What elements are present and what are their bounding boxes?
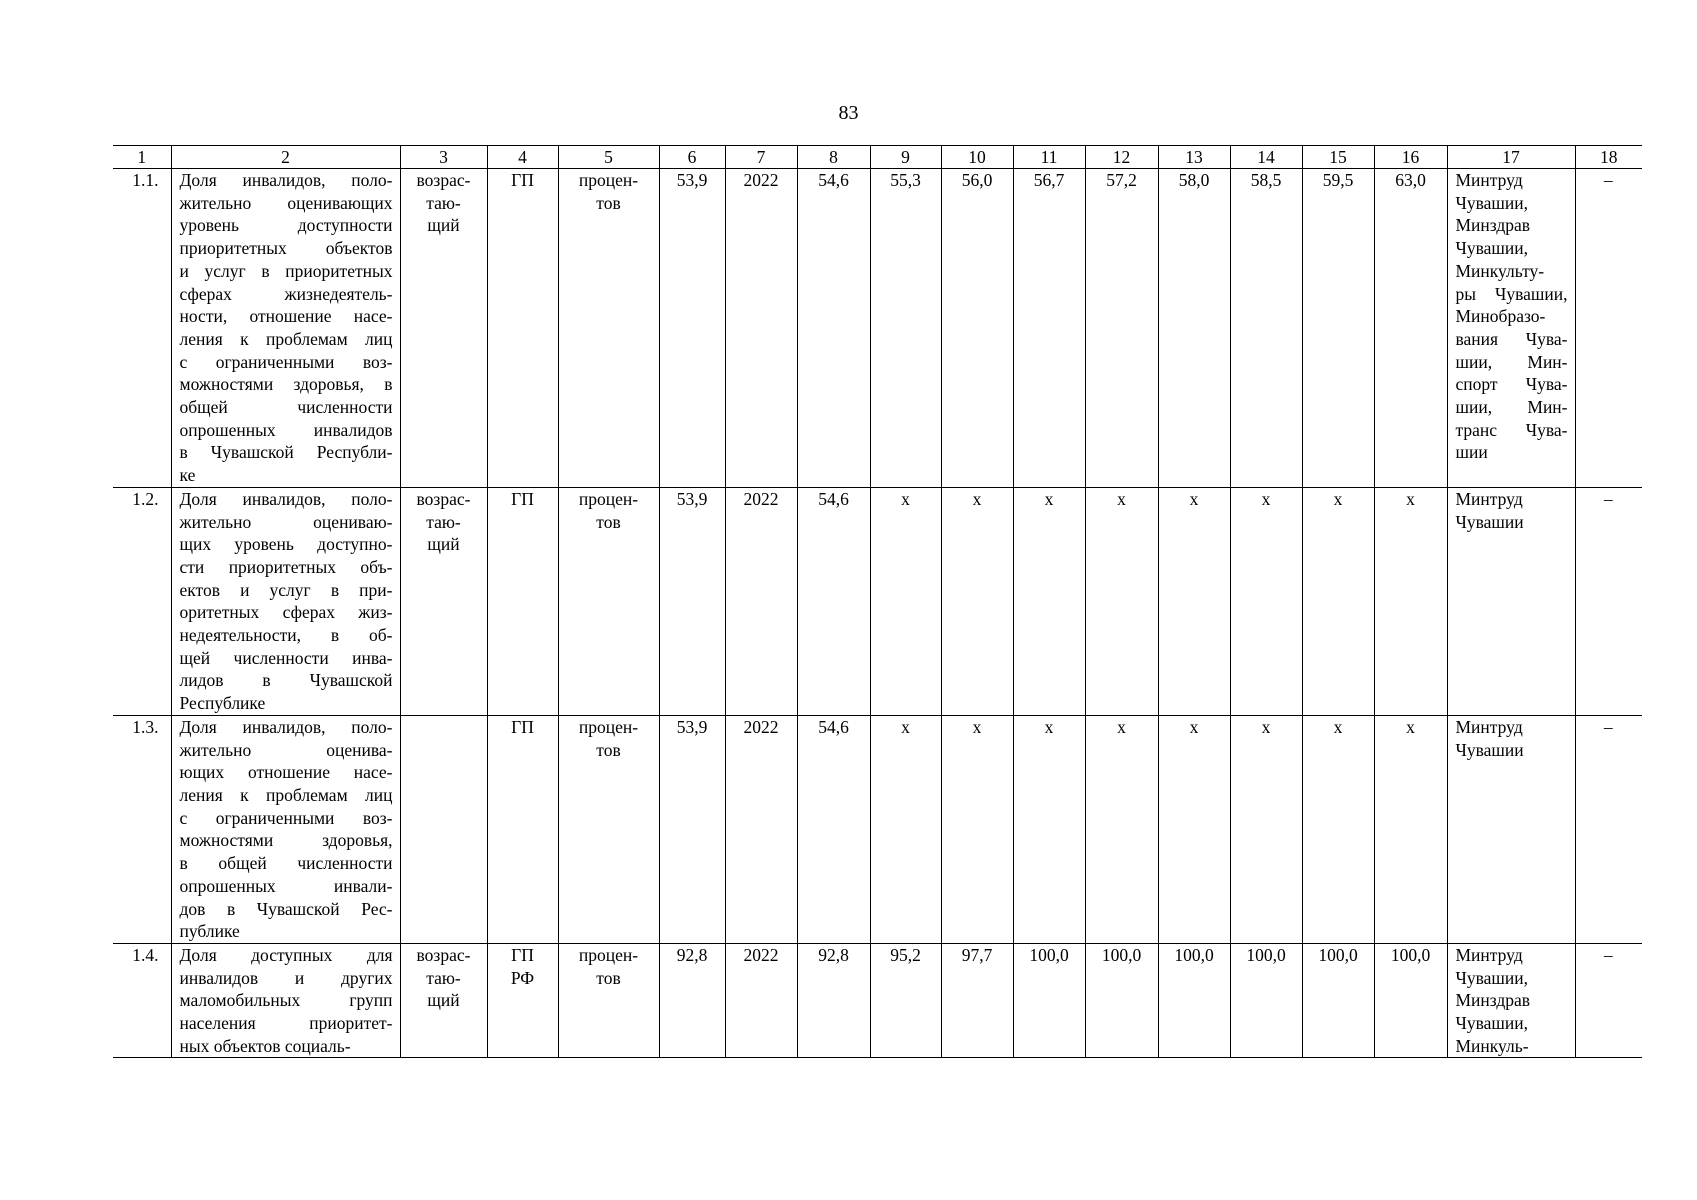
indicator-name <box>171 943 400 1058</box>
text-line: тов <box>596 192 621 213</box>
column-number-12: 12 <box>1085 146 1158 169</box>
value-cell-col-15: 100,0 <box>1302 943 1374 1058</box>
text-line: ющих отношение насе- <box>179 762 393 783</box>
responsible-cell <box>1447 487 1575 715</box>
text-line: Минобразо- <box>1455 306 1546 327</box>
column-number-1: 1 <box>113 146 171 169</box>
text-line: процен- <box>578 944 639 965</box>
responsible-cell <box>1447 715 1575 943</box>
column-number-14: 14 <box>1230 146 1302 169</box>
trend-cell <box>400 943 487 1058</box>
value-cell-col-8: 54,6 <box>797 715 870 943</box>
text-line: в Чувашской Республи- <box>179 442 393 463</box>
value-cell-col-11: 100,0 <box>1013 943 1085 1058</box>
value-cell-col-9: 95,2 <box>870 943 941 1058</box>
text-line: щих уровень доступно- <box>179 534 393 555</box>
value-cell-col-10: 56,0 <box>941 169 1013 488</box>
column-number-18: 18 <box>1575 146 1642 169</box>
value-cell-col-15: х <box>1302 715 1374 943</box>
value-cell-col-11: х <box>1013 715 1085 943</box>
indicator-name <box>171 715 400 943</box>
value-cell-col-11: 56,7 <box>1013 169 1085 488</box>
value-cell-col-8: 92,8 <box>797 943 870 1058</box>
text-line: Чувашии <box>1455 739 1524 760</box>
text-line: тов <box>596 511 621 532</box>
text-line: вания Чува- <box>1455 328 1568 349</box>
text-line: таю- <box>426 511 461 532</box>
value-cell-col-6: 53,9 <box>659 487 725 715</box>
column-number-row <box>113 146 1642 169</box>
indicator-number: 1.4. <box>113 943 171 1058</box>
text-line: Доля инвалидов, поло- <box>179 170 393 190</box>
value-cell-col-15: 59,5 <box>1302 169 1374 488</box>
column-number-15: 15 <box>1302 146 1374 169</box>
text-line: жительно оценива- <box>179 739 393 760</box>
text-line: транс Чува- <box>1455 419 1568 440</box>
text-line: недеятельности, в об- <box>179 625 393 646</box>
text-line: РФ <box>510 967 535 988</box>
column-number-11: 11 <box>1013 146 1085 169</box>
text-line: Минтруд <box>1455 170 1523 190</box>
text-line: Доля доступных для <box>179 944 393 965</box>
text-line: тов <box>596 967 621 988</box>
text-line: Чувашии, <box>1455 967 1529 988</box>
text-line: Минздрав <box>1455 215 1531 236</box>
value-cell-col-11: х <box>1013 487 1085 715</box>
column-number-13: 13 <box>1158 146 1230 169</box>
text-line: Доля инвалидов, поло- <box>179 716 393 737</box>
text-line: Минкуль- <box>1455 1035 1529 1056</box>
value-cell-col-12: 100,0 <box>1085 943 1158 1058</box>
value-cell-col-12: х <box>1085 715 1158 943</box>
table-row <box>113 715 1642 943</box>
trend-cell <box>400 715 487 943</box>
value-cell-col-15: х <box>1302 487 1374 715</box>
value-cell-col-10: х <box>941 715 1013 943</box>
text-line: ГП <box>511 944 534 965</box>
text-line: можностями здоровья, в <box>179 374 393 395</box>
text-line: Чувашии, <box>1455 238 1529 259</box>
text-line: спорт Чува- <box>1455 374 1568 395</box>
text-line: Чувашии, <box>1455 1013 1529 1034</box>
text-line: щей численности инва- <box>179 647 393 668</box>
source-cell <box>487 487 558 715</box>
table-row <box>113 169 1642 488</box>
text-line: с ограниченными воз- <box>179 807 393 828</box>
responsible-cell <box>1447 169 1575 488</box>
column-number-4: 4 <box>487 146 558 169</box>
page-number: 83 <box>838 102 859 124</box>
unit-cell <box>558 169 659 488</box>
column-number-7: 7 <box>725 146 797 169</box>
text-line: процен- <box>578 170 639 190</box>
column-number-10: 10 <box>941 146 1013 169</box>
value-cell-col-10: 97,7 <box>941 943 1013 1058</box>
text-line: ГП <box>511 488 534 509</box>
text-line: щий <box>427 534 460 555</box>
responsible-cell <box>1447 943 1575 1058</box>
text-line: и услуг в приоритетных <box>179 260 393 281</box>
table-row <box>113 487 1642 715</box>
note-cell: – <box>1575 169 1642 488</box>
value-cell-col-14: 100,0 <box>1230 943 1302 1058</box>
value-cell-col-10: х <box>941 487 1013 715</box>
text-line: опрошенных инвалидов <box>179 419 393 440</box>
text-line: дов в Чувашской Рес- <box>179 898 393 919</box>
text-line: Чувашии <box>1455 511 1524 532</box>
text-line: жительно оцениваю- <box>179 511 393 532</box>
text-line: опрошенных инвали- <box>179 875 393 896</box>
indicator-name <box>171 487 400 715</box>
value-cell-col-7: 2022 <box>725 715 797 943</box>
value-cell-col-16: 100,0 <box>1374 943 1447 1058</box>
text-line: шии, Мин- <box>1455 351 1568 372</box>
text-line: щий <box>427 215 460 236</box>
unit-cell <box>558 715 659 943</box>
text-line: ектов и услуг в при- <box>179 579 393 600</box>
column-number-3: 3 <box>400 146 487 169</box>
text-line: Минтруд <box>1455 944 1523 965</box>
source-cell <box>487 715 558 943</box>
value-cell-col-6: 53,9 <box>659 169 725 488</box>
text-line: в общей численности <box>179 853 393 874</box>
column-number-16: 16 <box>1374 146 1447 169</box>
column-number-5: 5 <box>558 146 659 169</box>
note-cell: – <box>1575 943 1642 1058</box>
text-line: Чувашии, <box>1455 192 1529 213</box>
value-cell-col-9: х <box>870 487 941 715</box>
text-line: щий <box>427 990 460 1011</box>
text-line: возрас- <box>416 944 471 965</box>
source-cell <box>487 169 558 488</box>
note-cell: – <box>1575 487 1642 715</box>
value-cell-col-13: 100,0 <box>1158 943 1230 1058</box>
value-cell-col-16: 63,0 <box>1374 169 1447 488</box>
text-line: ры Чувашии, <box>1455 283 1568 304</box>
text-line: инвалидов и других <box>179 967 393 988</box>
value-cell-col-6: 53,9 <box>659 715 725 943</box>
text-line: тов <box>596 739 621 760</box>
column-number-2: 2 <box>171 146 400 169</box>
value-cell-col-7: 2022 <box>725 943 797 1058</box>
value-cell-col-9: 55,3 <box>870 169 941 488</box>
value-cell-col-16: х <box>1374 487 1447 715</box>
text-line: маломобильных групп <box>179 990 393 1011</box>
text-line: с ограниченными воз- <box>179 351 393 372</box>
text-line: процен- <box>578 488 639 509</box>
text-line: общей численности <box>179 397 393 418</box>
text-line: таю- <box>426 192 461 213</box>
value-cell-col-9: х <box>870 715 941 943</box>
text-line: возрас- <box>416 488 471 509</box>
text-line: ности, отношение насе- <box>179 306 393 327</box>
text-line: Минтруд <box>1455 716 1523 737</box>
indicator-number: 1.2. <box>113 487 171 715</box>
value-cell-col-13: х <box>1158 715 1230 943</box>
text-line: публике <box>179 921 240 942</box>
column-number-6: 6 <box>659 146 725 169</box>
text-line: ления к проблемам лиц <box>179 328 393 349</box>
unit-cell <box>558 487 659 715</box>
column-number-17: 17 <box>1447 146 1575 169</box>
value-cell-col-7: 2022 <box>725 169 797 488</box>
value-cell-col-8: 54,6 <box>797 487 870 715</box>
text-line: сферах жизнедеятель- <box>179 283 393 304</box>
source-cell <box>487 943 558 1058</box>
value-cell-col-6: 92,8 <box>659 943 725 1058</box>
text-line: возрас- <box>416 170 471 190</box>
text-line: ке <box>179 465 196 486</box>
text-line: Республике <box>179 693 266 714</box>
column-number-8: 8 <box>797 146 870 169</box>
value-cell-col-16: х <box>1374 715 1447 943</box>
text-line: Минкульту- <box>1455 260 1545 281</box>
text-line: процен- <box>578 716 639 737</box>
trend-cell <box>400 487 487 715</box>
text-line: Минздрав <box>1455 990 1531 1011</box>
text-line: сти приоритетных объ- <box>179 556 393 577</box>
table-row <box>113 943 1642 1058</box>
text-line: шии <box>1455 442 1488 463</box>
text-line: приоритетных объектов <box>179 238 393 259</box>
text-line: уровень доступности <box>179 215 393 236</box>
text-line: таю- <box>426 967 461 988</box>
column-number-9: 9 <box>870 146 941 169</box>
value-cell-col-12: х <box>1085 487 1158 715</box>
indicator-name <box>171 169 400 488</box>
text-line: ГП <box>511 716 534 737</box>
text-line: ных объектов социаль- <box>179 1035 351 1056</box>
text-line: жительно оценивающих <box>179 192 393 213</box>
value-cell-col-12: 57,2 <box>1085 169 1158 488</box>
indicator-number: 1.3. <box>113 715 171 943</box>
value-cell-col-13: 58,0 <box>1158 169 1230 488</box>
text-line: оритетных сферах жиз- <box>179 602 393 623</box>
trend-cell <box>400 169 487 488</box>
indicator-number: 1.1. <box>113 169 171 488</box>
note-cell: – <box>1575 715 1642 943</box>
value-cell-col-7: 2022 <box>725 487 797 715</box>
text-line: Минтруд <box>1455 488 1523 509</box>
value-cell-col-8: 54,6 <box>797 169 870 488</box>
text-line: лидов в Чувашской <box>179 670 393 691</box>
value-cell-col-14: х <box>1230 715 1302 943</box>
text-line: населения приоритет- <box>179 1013 393 1034</box>
text-line: ления к проблемам лиц <box>179 784 393 805</box>
value-cell-col-14: х <box>1230 487 1302 715</box>
value-cell-col-13: х <box>1158 487 1230 715</box>
text-line: шии, Мин- <box>1455 397 1568 418</box>
indicators-table <box>113 145 1642 1058</box>
text-line: ГП <box>511 170 534 190</box>
value-cell-col-14: 58,5 <box>1230 169 1302 488</box>
text-line: Доля инвалидов, поло- <box>179 488 393 509</box>
unit-cell <box>558 943 659 1058</box>
text-line: можностями здоровья, <box>179 830 393 851</box>
